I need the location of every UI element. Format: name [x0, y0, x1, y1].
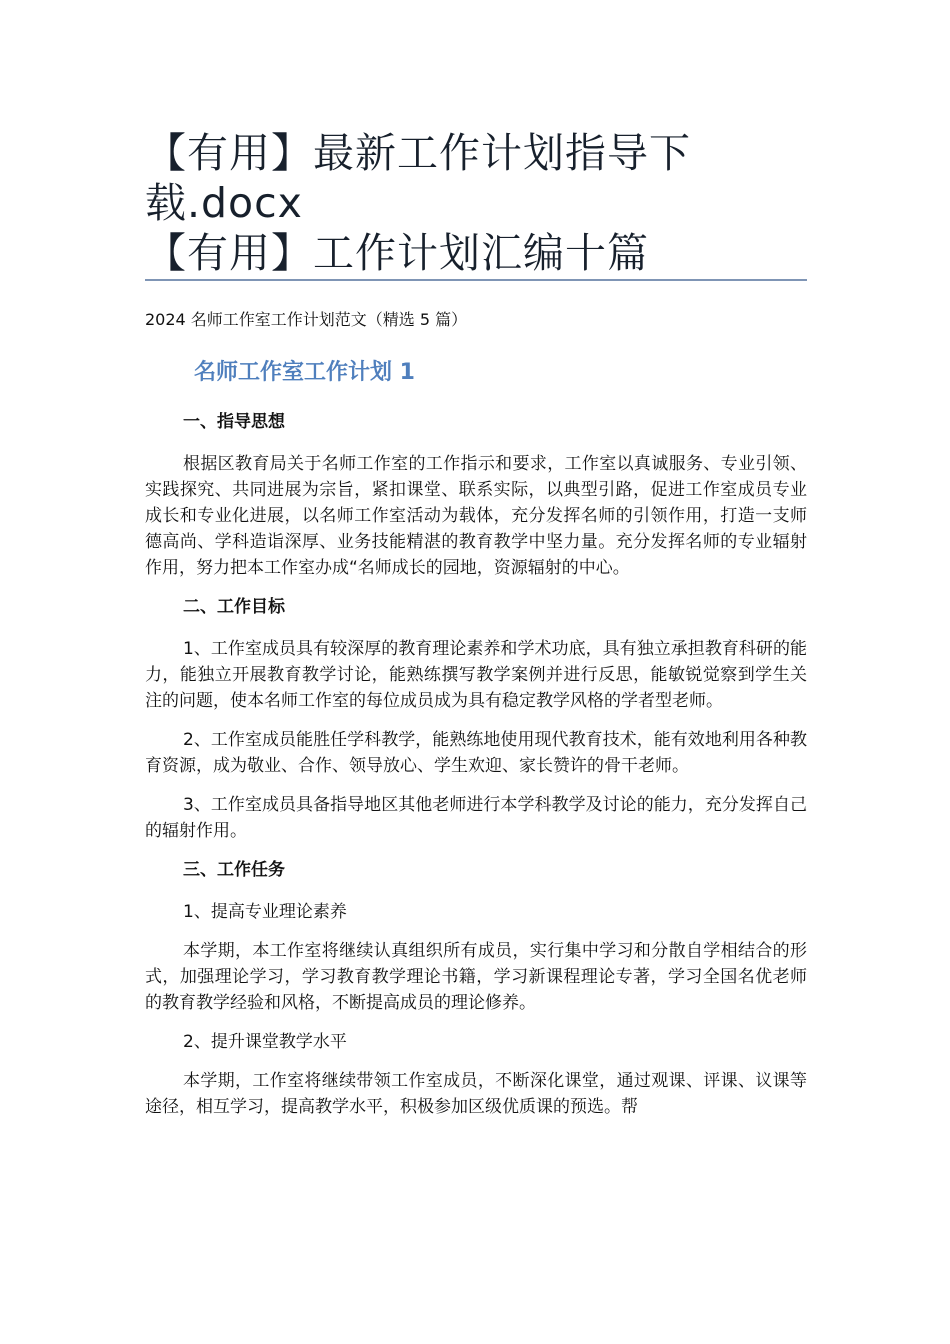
title-line-1: 【有用】最新工作计划指导下 [145, 129, 691, 177]
subsection-title: 2、提升课堂教学水平 [183, 1032, 347, 1052]
section-title-2: 二、工作目标 [183, 597, 285, 617]
title-line-2: 载.docx [145, 179, 303, 227]
title-line-3: 【有用】工作计划汇编十篇 [145, 229, 649, 277]
title-divider [145, 279, 807, 281]
plan-heading: 名师工作室工作计划 1 [194, 360, 415, 385]
subsection-title: 1、提高专业理论素养 [183, 902, 347, 922]
paragraph: 根据区教育局关于名师工作室的工作指示和要求，工作室以真诚服务、专业引领、实践探究、共同进展为宗旨，紧扣课堂、联系实际，以典型引路，促进工作室成员专业成长和专业化进展，以名师工作室活动为载体，充分发挥名师的引领作用，打造一支师德高尚、学科造诣深厚、业务技能精湛的教育教学中坚力量。充分发挥名师的专业辐射作用，努力把本工作室办成“名师成长的园地，资源辐射的中心。 [145, 454, 807, 578]
paragraph: 2、工作室成员能胜任学科教学，能熟练地使用现代教育技术，能有效地利用各种教育资源，成为敬业、合作、领导放心、学生欢迎、家长赞许的骨干老师。 [145, 730, 807, 776]
document-title [145, 128, 807, 278]
paragraph: 3、工作室成员具备指导地区其他老师进行本学科教学及讨论的能力，充分发挥自己的辐射作用。 [145, 795, 807, 841]
document-subtitle: 2024 名师工作室工作计划范文（精选 5 篇） [145, 310, 468, 329]
paragraph: 本学期，本工作室将继续认真组织所有成员，实行集中学习和分散自学相结合的形式，加强理论学习，学习教育教学理论书籍，学习新课程理论专著，学习全国名优老师的教育教学经验和风格，不断提高成员的理论修养。 [145, 941, 807, 1013]
paragraph: 本学期，工作室将继续带领工作室成员，不断深化课堂，通过观课、评课、议课等途径，相互学习，提高教学水平，积极参加区级优质课的预选。帮 [145, 1071, 807, 1117]
section-title-3: 三、工作任务 [183, 860, 285, 880]
paragraph: 1、工作室成员具有较深厚的教育理论素养和学术功底，具有独立承担教育科研的能力，能独立开展教育教学讨论，能熟练撰写教学案例并进行反思，能敏锐觉察到学生关注的问题，使本名师工作室的每位成员成为具有稳定教学风格的学者型老师。 [145, 639, 807, 711]
document-body [145, 409, 807, 1133]
section-title-1: 一、指导思想 [183, 412, 285, 432]
